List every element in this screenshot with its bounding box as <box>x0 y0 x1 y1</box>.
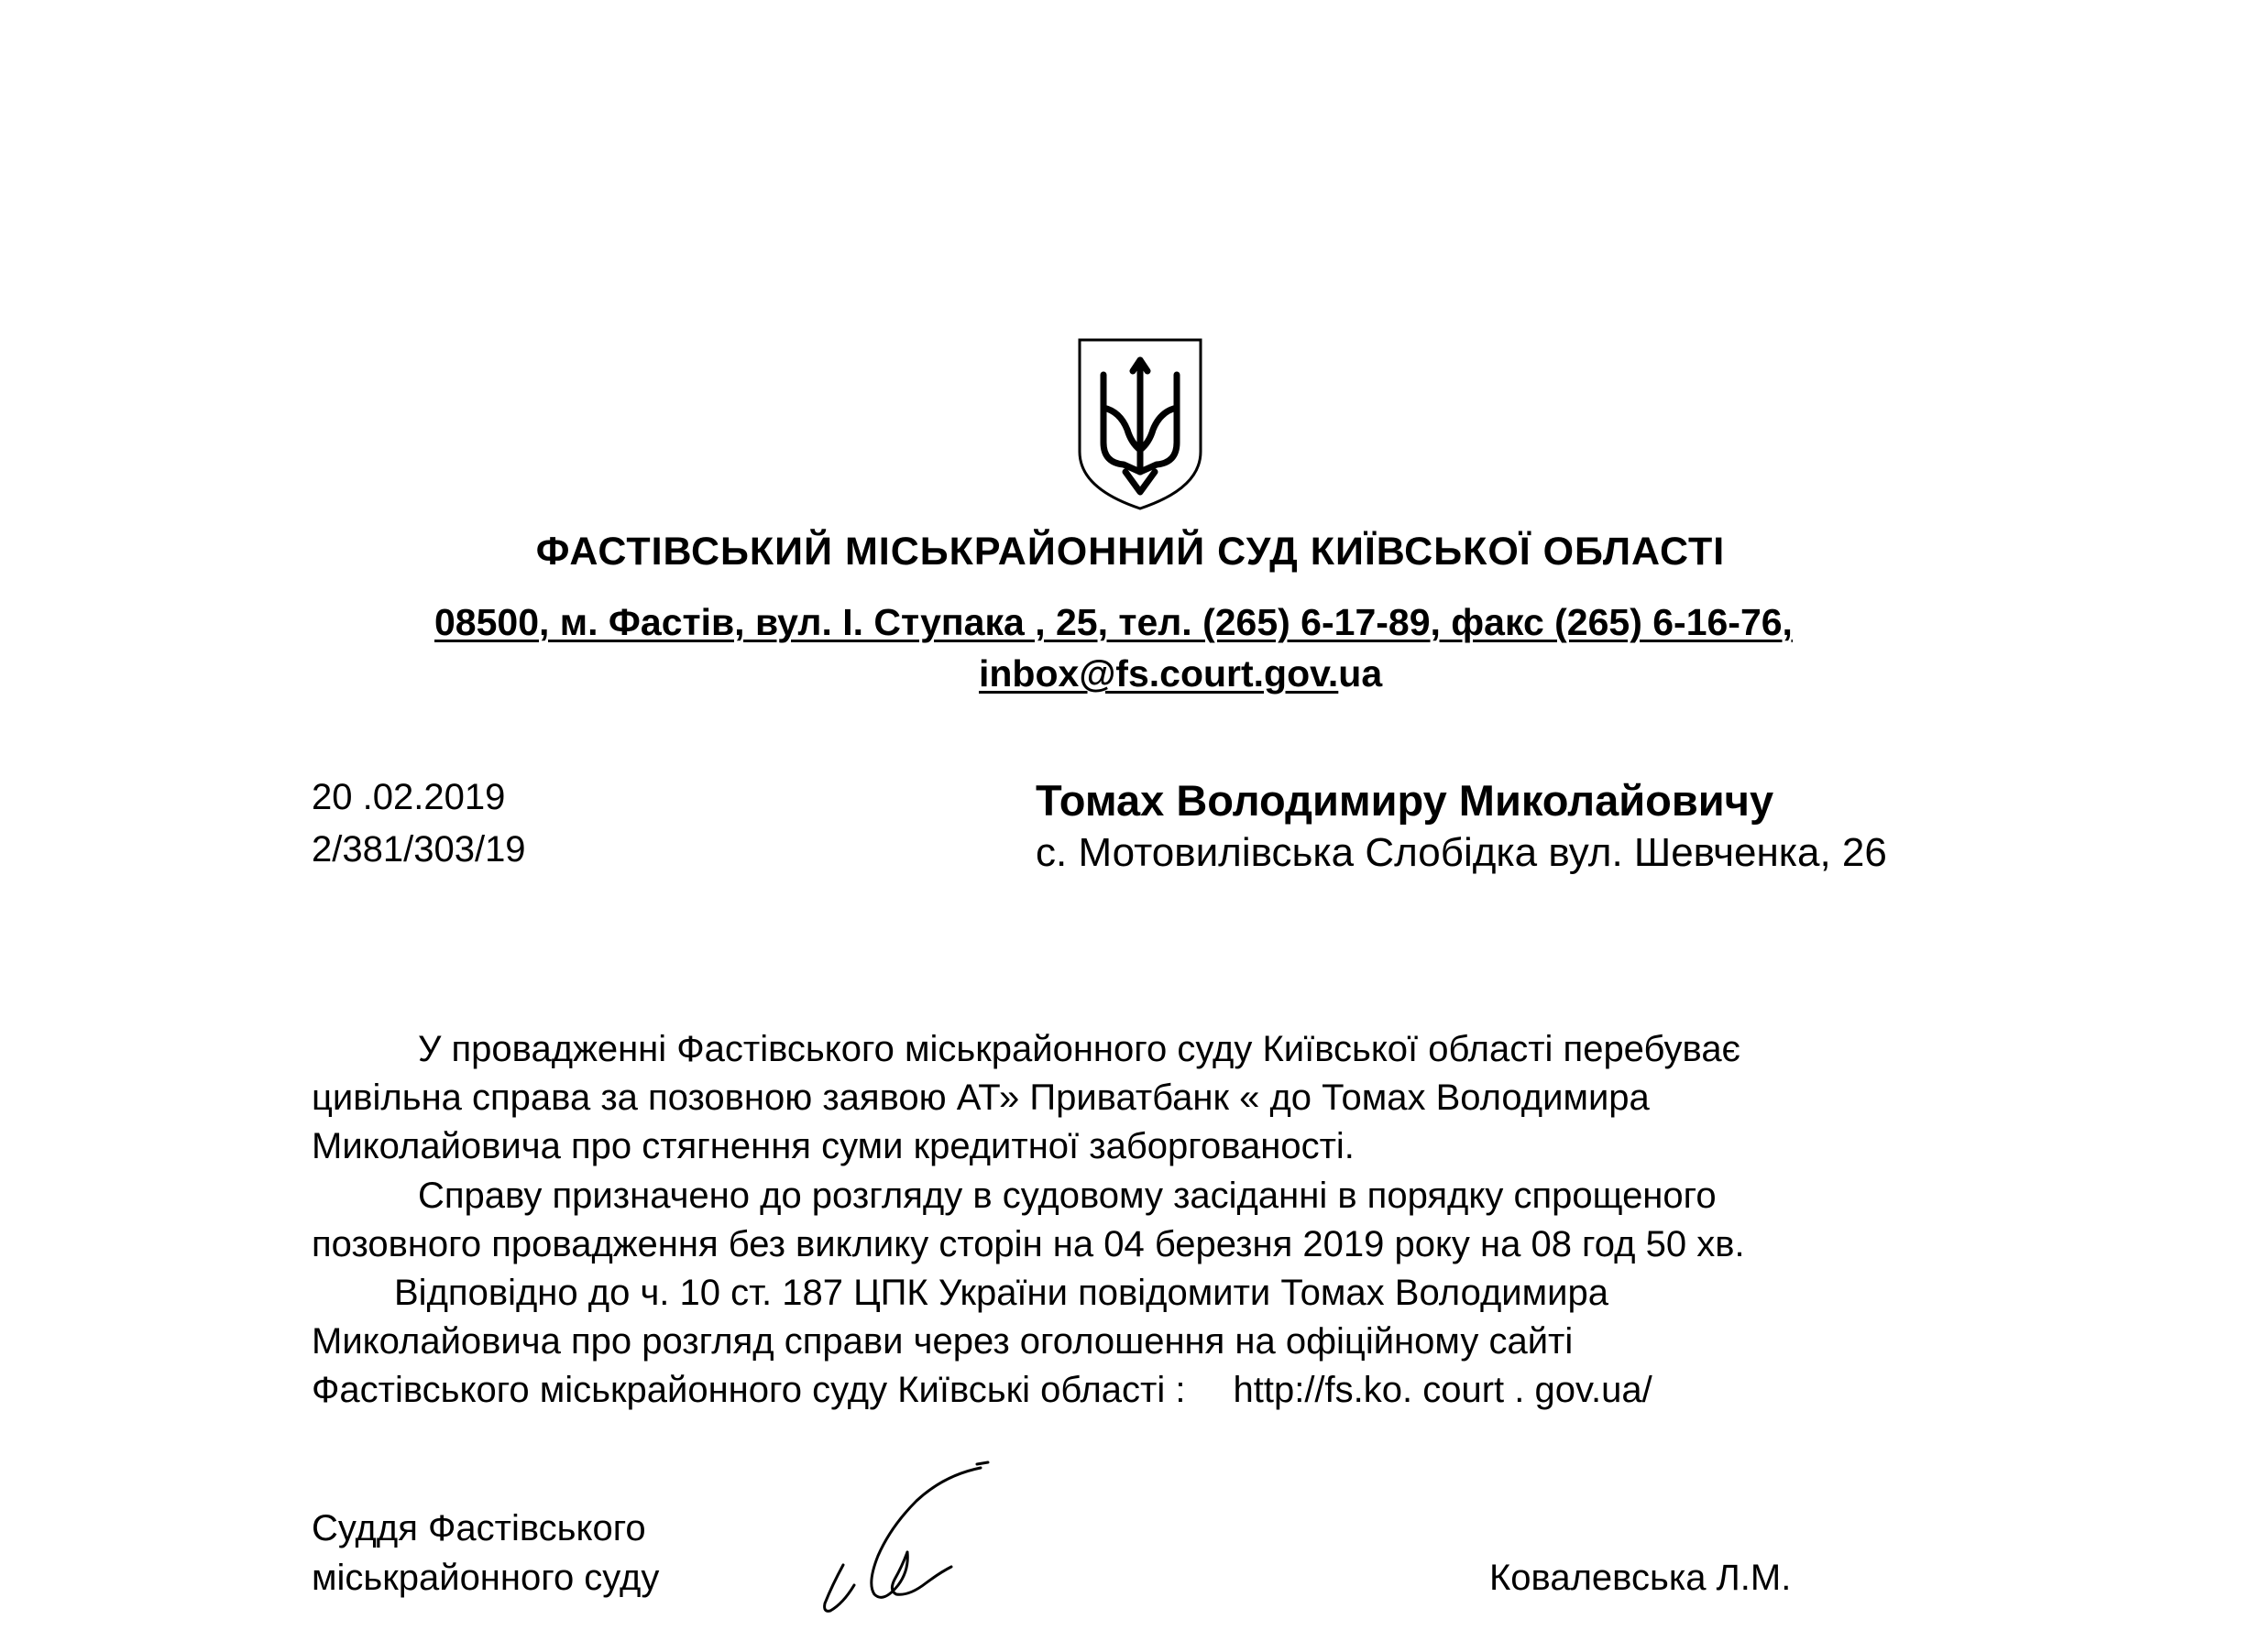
coat-of-arms-icon <box>1072 334 1208 513</box>
judge-title-line: Суддя Фастівського <box>312 1508 646 1548</box>
court-email-line <box>979 652 1382 695</box>
signature-icon <box>807 1457 990 1617</box>
recipient-address: с. Мотовилівська Слобідка вул. Шевченка, 26 <box>1036 830 1887 875</box>
body-line: У провадженні Фастівського міськрайонного суду Київської області перебуває <box>418 1029 1740 1069</box>
body-line <box>312 1370 1652 1411</box>
court-website-link[interactable]: http://fs.ko. court . gov.ua/ <box>1233 1370 1652 1410</box>
judge-title-line: міськрайонного суду <box>312 1558 660 1598</box>
judge-name: Ковалевська Л.М. <box>1489 1558 1792 1598</box>
court-email-suffix: ua <box>1338 652 1383 695</box>
body-line: Відповідно до ч. 10 ст. 187 ЦПК України повідомити Томах Володимира <box>394 1273 1608 1313</box>
body-line: Миколайовича про стягнення суми кредитної заборгованості. <box>312 1126 1355 1166</box>
court-address: 08500, м. Фастів, вул. І. Ступака , 25, тел. (265) 6-17-89, факс (265) 6-16-76, <box>434 601 1793 643</box>
court-email-link[interactable]: inbox@fs.court.gov. <box>979 652 1339 695</box>
body-line-text: Фастівського міськрайонного суду Київські області : <box>312 1370 1186 1410</box>
body-line: позовного провадження без виклику сторін на 04 березня 2019 року на 08 год 50 хв. <box>312 1224 1745 1264</box>
body-line: Миколайовича про розгляд справи через оголошення на офіційному сайті <box>312 1321 1574 1362</box>
document-date: 20 .02.2019 <box>312 777 506 817</box>
body-line: Справу призначено до розгляду в судовому засіданні в порядку спрощеного <box>418 1176 1717 1216</box>
court-title: ФАСТІВСЬКИЙ МІСЬКРАЙОННИЙ СУД КИЇВСЬКОЇ ОБЛАСТІ <box>535 530 1726 574</box>
body-line: цивільна справа за позовною заявою АТ» Приватбанк « до Томах Володимира <box>312 1078 1650 1118</box>
recipient-name: Томах Володимиру Миколайовичу <box>1036 776 1774 825</box>
document-number: 2/381/303/19 <box>312 829 526 870</box>
